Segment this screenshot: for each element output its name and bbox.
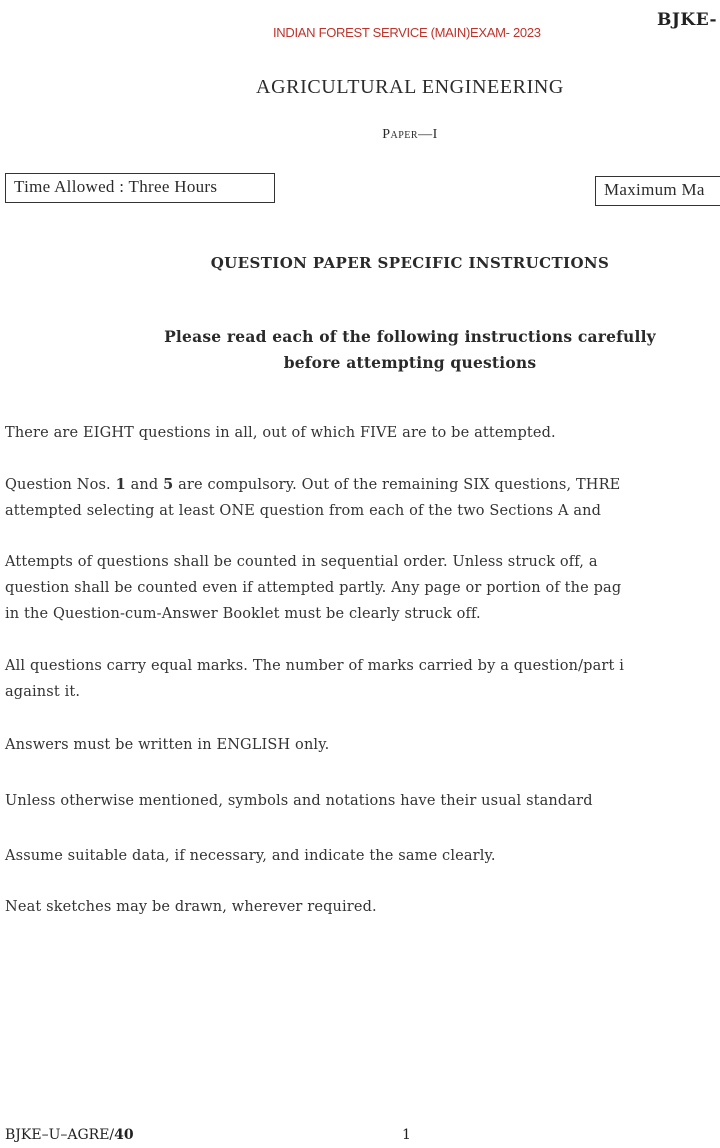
- exam-stamp: INDIAN FOREST SERVICE (MAIN)EXAM- 2023: [273, 25, 541, 40]
- instruction-2: [5, 472, 620, 524]
- maximum-marks-text: Maximum Ma: [604, 180, 705, 199]
- instruction-3: [5, 549, 621, 627]
- question-number-1: 1: [115, 476, 126, 493]
- instruction-3-line-1: Attempts of questions shall be counted in sequential order. Unless struck off, a: [5, 554, 598, 570]
- instruction-4-line-2: against it.: [5, 684, 81, 700]
- instruction-3-line-3: in the Question-cum-Answer Booklet must be clearly struck off.: [5, 606, 481, 622]
- instruction-4: [5, 653, 624, 705]
- instruction-7: Assume suitable data, if necessary, and indicate the same clearly.: [5, 848, 496, 864]
- instruction-3-line-2: question shall be counted even if attempted partly. Any page or portion of the pag: [5, 580, 622, 596]
- instruction-2-text-e: are compulsory. Out of the remaining SIX questions, THRE: [173, 477, 621, 493]
- footer-paper-code: [5, 1127, 134, 1143]
- instruction-2-text-c: and: [125, 477, 164, 493]
- time-allowed-box: [5, 173, 275, 203]
- please-read-line-2: before attempting questions: [283, 353, 537, 372]
- footer-code-number: 40: [114, 1127, 134, 1143]
- paper-code: BJKE-: [657, 10, 718, 30]
- please-read-notice: [0, 324, 720, 376]
- instruction-2-text-a: Question Nos.: [5, 477, 116, 493]
- instruction-2-line-2: attempted selecting at least ONE question from each of the two Sections A and: [5, 503, 602, 519]
- time-allowed-text: Time Allowed : Three Hours: [14, 177, 218, 196]
- paper-number: Paper—I: [382, 127, 438, 142]
- instruction-1: There are EIGHT questions in all, out of which FIVE are to be attempted.: [5, 425, 556, 441]
- instruction-5: Answers must be written in ENGLISH only.: [5, 737, 330, 753]
- instruction-6: Unless otherwise mentioned, symbols and notations have their usual standard: [5, 793, 593, 809]
- instructions-heading: QUESTION PAPER SPECIFIC INSTRUCTIONS: [210, 254, 610, 272]
- question-number-5: 5: [163, 476, 174, 493]
- instruction-4-line-1: All questions carry equal marks. The number of marks carried by a question/part i: [5, 658, 624, 674]
- page-title: AGRICULTURAL ENGINEERING: [256, 76, 564, 98]
- footer-code-prefix: BJKE–U–AGRE/: [5, 1127, 115, 1143]
- instruction-8: Neat sketches may be drawn, wherever required.: [5, 899, 377, 915]
- maximum-marks-box: [595, 176, 720, 206]
- page-number: 1: [402, 1127, 411, 1143]
- instruction-2-line-1: [5, 472, 620, 498]
- please-read-line-1: Please read each of the following instructions carefully: [164, 327, 656, 346]
